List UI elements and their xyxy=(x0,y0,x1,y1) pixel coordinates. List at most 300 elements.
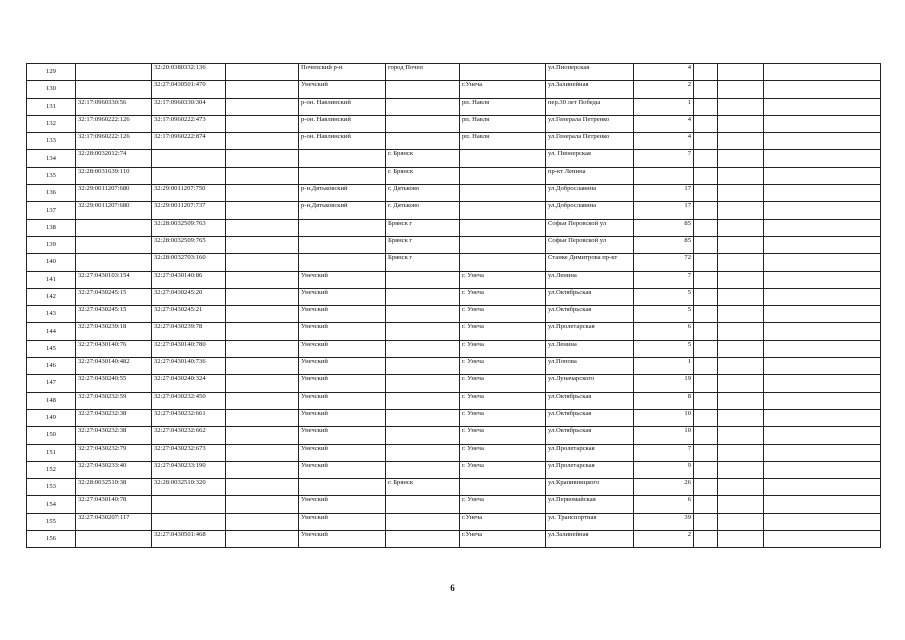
cell-empty xyxy=(226,98,299,115)
cell-cadastral-building: 32:27:0430232:661 xyxy=(152,409,226,426)
cell-extra-1 xyxy=(694,64,718,81)
cell-empty xyxy=(226,513,299,530)
cell-street: ул.Луначарского xyxy=(546,375,634,392)
cell-district xyxy=(299,150,386,167)
cell-cadastral-parcel xyxy=(76,254,152,271)
cell-extra-3 xyxy=(764,98,881,115)
cell-extra-1 xyxy=(694,150,718,167)
cell-extra-1 xyxy=(694,81,718,98)
cell-cadastral-building: 32:29:0011207:737 xyxy=(152,202,226,219)
cell-empty xyxy=(226,479,299,496)
cell-row-number: 154 xyxy=(27,496,76,513)
cell-cadastral-parcel: 32:29:0011207:680 xyxy=(76,185,152,202)
cell-extra-2 xyxy=(718,150,764,167)
cell-street: ул.Пролетарская xyxy=(546,323,634,340)
cell-city xyxy=(386,115,460,132)
cell-city xyxy=(386,98,460,115)
cell-cadastral-building: 32:29:0011207:750 xyxy=(152,185,226,202)
cell-extra-2 xyxy=(718,185,764,202)
cell-city xyxy=(386,427,460,444)
cell-extra-1 xyxy=(694,254,718,271)
table-row xyxy=(27,271,881,288)
cell-district: Унечский xyxy=(299,513,386,530)
cell-row-number: 138 xyxy=(27,219,76,236)
table-row xyxy=(27,167,881,184)
cell-cadastral-building: 32:27:0430501:470 xyxy=(152,81,226,98)
table-row xyxy=(27,288,881,305)
cell-locality: рп. Навля xyxy=(460,133,546,150)
cell-house-number: 4 xyxy=(634,64,694,81)
cell-street: ул.Пролетарская xyxy=(546,444,634,461)
cell-house-number: 1 xyxy=(634,98,694,115)
cell-district: Унечский xyxy=(299,375,386,392)
cell-cadastral-parcel: 32:28:0031639:110 xyxy=(76,167,152,184)
cell-locality xyxy=(460,167,546,184)
cell-row-number: 133 xyxy=(27,133,76,150)
cell-locality xyxy=(460,64,546,81)
cell-cadastral-building: 32:27:0430245:20 xyxy=(152,288,226,305)
cell-city xyxy=(386,531,460,548)
cell-row-number: 132 xyxy=(27,115,76,132)
cell-district: Унечский xyxy=(299,358,386,375)
cell-locality: г. Унеча xyxy=(460,427,546,444)
cell-street: ул.Генерала Петренко xyxy=(546,115,634,132)
cell-cadastral-parcel: 32:27:0430140:76 xyxy=(76,340,152,357)
cell-extra-2 xyxy=(718,409,764,426)
cell-empty xyxy=(226,271,299,288)
cell-row-number: 147 xyxy=(27,375,76,392)
table-row xyxy=(27,98,881,115)
cell-extra-1 xyxy=(694,323,718,340)
cell-cadastral-parcel: 32:27:0430233:40 xyxy=(76,461,152,478)
cell-house-number xyxy=(634,167,694,184)
cell-extra-1 xyxy=(694,375,718,392)
cell-extra-3 xyxy=(764,150,881,167)
cell-extra-1 xyxy=(694,392,718,409)
cell-empty xyxy=(226,64,299,81)
cell-street: ул.Ленина xyxy=(546,271,634,288)
cell-locality: г.Унеча xyxy=(460,531,546,548)
cell-city xyxy=(386,496,460,513)
cell-extra-3 xyxy=(764,513,881,530)
cell-extra-3 xyxy=(764,81,881,98)
cell-cadastral-parcel xyxy=(76,531,152,548)
table-row xyxy=(27,306,881,323)
cell-city: г. Дятьково xyxy=(386,185,460,202)
cell-cadastral-parcel: 32:27:0430239:18 xyxy=(76,323,152,340)
cell-street: ул.Октябрьская xyxy=(546,306,634,323)
cell-district: Унечский xyxy=(299,288,386,305)
cell-cadastral-building xyxy=(152,167,226,184)
cell-extra-1 xyxy=(694,115,718,132)
cell-street: ул.Первомайская xyxy=(546,496,634,513)
cell-locality xyxy=(460,236,546,253)
cell-extra-1 xyxy=(694,98,718,115)
cell-locality: г. Унеча xyxy=(460,496,546,513)
cell-empty xyxy=(226,340,299,357)
table-row xyxy=(27,323,881,340)
cell-cadastral-parcel xyxy=(76,81,152,98)
cell-row-number: 134 xyxy=(27,150,76,167)
cell-row-number: 141 xyxy=(27,271,76,288)
cell-row-number: 149 xyxy=(27,409,76,426)
cell-cadastral-building: 32:27:0430232:662 xyxy=(152,427,226,444)
cell-cadastral-building: 32:27:0430140:736 xyxy=(152,358,226,375)
cell-empty xyxy=(226,236,299,253)
cell-locality: г. Унеча xyxy=(460,444,546,461)
cell-extra-1 xyxy=(694,340,718,357)
cell-row-number: 143 xyxy=(27,306,76,323)
cell-street: ул.Октябрьская xyxy=(546,288,634,305)
cell-street: ул.Пионерская xyxy=(546,64,634,81)
cell-row-number: 152 xyxy=(27,461,76,478)
cell-extra-3 xyxy=(764,461,881,478)
cell-extra-2 xyxy=(718,392,764,409)
cell-street: ул.Доброславина xyxy=(546,202,634,219)
table-row xyxy=(27,219,881,236)
cell-empty xyxy=(226,461,299,478)
cell-cadastral-parcel xyxy=(76,219,152,236)
cell-extra-2 xyxy=(718,115,764,132)
cell-extra-1 xyxy=(694,496,718,513)
table-row xyxy=(27,409,881,426)
cell-district: р-он. Навлинский xyxy=(299,133,386,150)
cell-cadastral-parcel: 32:17:0960222:126 xyxy=(76,133,152,150)
cell-cadastral-parcel: 32:17:0960222:126 xyxy=(76,115,152,132)
table-row xyxy=(27,133,881,150)
cell-street: ул.Доброславина xyxy=(546,185,634,202)
table-row xyxy=(27,392,881,409)
cell-cadastral-building: 32:17:0960330:304 xyxy=(152,98,226,115)
cell-row-number: 139 xyxy=(27,236,76,253)
cell-street: ул.Крапивницкого xyxy=(546,479,634,496)
cell-extra-2 xyxy=(718,64,764,81)
cell-street: ул. Транспортная xyxy=(546,513,634,530)
cell-extra-3 xyxy=(764,531,881,548)
cell-extra-2 xyxy=(718,323,764,340)
cell-house-number: 5 xyxy=(634,288,694,305)
cell-locality: г. Унеча xyxy=(460,358,546,375)
cell-cadastral-building: 32:28:0032703:160 xyxy=(152,254,226,271)
cell-district: Почепский р-н xyxy=(299,64,386,81)
cell-extra-2 xyxy=(718,461,764,478)
cell-extra-1 xyxy=(694,236,718,253)
cell-extra-2 xyxy=(718,444,764,461)
cell-street: пер.30 лет Победы xyxy=(546,98,634,115)
cell-extra-3 xyxy=(764,444,881,461)
cell-house-number: 7 xyxy=(634,271,694,288)
cell-extra-2 xyxy=(718,133,764,150)
cell-extra-3 xyxy=(764,496,881,513)
table-row xyxy=(27,427,881,444)
cell-city: г. Брянск xyxy=(386,479,460,496)
cell-cadastral-parcel: 32:29:0011207:680 xyxy=(76,202,152,219)
cell-district: р-он. Навлинский xyxy=(299,115,386,132)
cell-cadastral-parcel: 32:27:0430140:78 xyxy=(76,496,152,513)
cell-locality xyxy=(460,254,546,271)
cell-cadastral-parcel: 32:17:0960330:56 xyxy=(76,98,152,115)
cell-empty xyxy=(226,254,299,271)
cell-city xyxy=(386,340,460,357)
cell-district: Унечский xyxy=(299,531,386,548)
cell-extra-2 xyxy=(718,202,764,219)
cell-cadastral-building: 32:17:0960222:874 xyxy=(152,133,226,150)
cell-empty xyxy=(226,288,299,305)
cell-district xyxy=(299,479,386,496)
cell-city xyxy=(386,461,460,478)
cell-extra-3 xyxy=(764,133,881,150)
cell-row-number: 150 xyxy=(27,427,76,444)
cell-street: ул.Залинейная xyxy=(546,81,634,98)
cell-house-number: 10 xyxy=(634,427,694,444)
table-row xyxy=(27,496,881,513)
cell-city xyxy=(386,444,460,461)
cell-locality: г. Унеча xyxy=(460,323,546,340)
cell-extra-1 xyxy=(694,185,718,202)
cell-cadastral-parcel: 32:27:0430103:154 xyxy=(76,271,152,288)
cell-empty xyxy=(226,167,299,184)
cell-cadastral-parcel: 32:28:0032012:74 xyxy=(76,150,152,167)
cell-cadastral-building: 32:28:0032509:765 xyxy=(152,236,226,253)
cell-extra-1 xyxy=(694,271,718,288)
table-body xyxy=(27,64,881,548)
cell-cadastral-parcel: 32:27:0430245:15 xyxy=(76,306,152,323)
cell-city: г. Дятьково xyxy=(386,202,460,219)
cell-cadastral-building: 32:28:0032509:763 xyxy=(152,219,226,236)
cell-cadastral-parcel: 32:27:0430232:38 xyxy=(76,409,152,426)
cell-street: ул.Залинейная xyxy=(546,531,634,548)
cell-street: пр-кт Ленина xyxy=(546,167,634,184)
cell-cadastral-parcel: 32:27:0430245:15 xyxy=(76,288,152,305)
cell-locality xyxy=(460,150,546,167)
cell-cadastral-parcel: 32:27:0430232:59 xyxy=(76,392,152,409)
cell-extra-1 xyxy=(694,202,718,219)
cell-street: ул.Октябрьская xyxy=(546,427,634,444)
cell-row-number: 148 xyxy=(27,392,76,409)
cell-extra-3 xyxy=(764,409,881,426)
cell-city xyxy=(386,288,460,305)
cell-city xyxy=(386,375,460,392)
cell-extra-3 xyxy=(764,288,881,305)
cell-locality: г. Унеча xyxy=(460,392,546,409)
cell-empty xyxy=(226,375,299,392)
cell-empty xyxy=(226,202,299,219)
cell-house-number: 72 xyxy=(634,254,694,271)
cell-extra-2 xyxy=(718,219,764,236)
cell-extra-1 xyxy=(694,358,718,375)
cell-locality xyxy=(460,185,546,202)
cell-extra-1 xyxy=(694,513,718,530)
cell-city xyxy=(386,409,460,426)
cell-row-number: 130 xyxy=(27,81,76,98)
cell-extra-2 xyxy=(718,375,764,392)
cell-cadastral-building: 32:27:0430140:780 xyxy=(152,340,226,357)
table-row xyxy=(27,479,881,496)
cell-row-number: 136 xyxy=(27,185,76,202)
cell-district: Унечский xyxy=(299,427,386,444)
cell-locality: рп. Навля xyxy=(460,115,546,132)
cell-district: Унечский xyxy=(299,496,386,513)
table-row xyxy=(27,81,881,98)
cell-cadastral-building: 32:27:0430501:468 xyxy=(152,531,226,548)
table-row xyxy=(27,461,881,478)
cell-cadastral-building xyxy=(152,496,226,513)
cell-extra-1 xyxy=(694,461,718,478)
cell-extra-2 xyxy=(718,358,764,375)
cell-row-number: 131 xyxy=(27,98,76,115)
cell-extra-1 xyxy=(694,409,718,426)
cell-empty xyxy=(226,150,299,167)
cell-extra-2 xyxy=(718,306,764,323)
cell-district: Унечский xyxy=(299,392,386,409)
cell-city xyxy=(386,306,460,323)
cell-extra-3 xyxy=(764,323,881,340)
table-row xyxy=(27,236,881,253)
cell-cadastral-parcel: 32:27:0430140:482 xyxy=(76,358,152,375)
cell-cadastral-building xyxy=(152,513,226,530)
cell-empty xyxy=(226,219,299,236)
cell-city: Брянск г xyxy=(386,219,460,236)
cell-extra-2 xyxy=(718,427,764,444)
cell-cadastral-parcel: 32:28:0032510:38 xyxy=(76,479,152,496)
cell-extra-2 xyxy=(718,271,764,288)
cell-city: г. Брянск xyxy=(386,167,460,184)
cell-locality xyxy=(460,479,546,496)
cell-locality: г.Унеча xyxy=(460,513,546,530)
cell-extra-1 xyxy=(694,479,718,496)
cell-empty xyxy=(226,185,299,202)
cell-house-number: 17 xyxy=(634,202,694,219)
cell-extra-3 xyxy=(764,219,881,236)
cell-extra-1 xyxy=(694,219,718,236)
cell-empty xyxy=(226,358,299,375)
cell-extra-2 xyxy=(718,288,764,305)
cell-empty xyxy=(226,444,299,461)
cell-cadastral-building: 32:17:0960222:473 xyxy=(152,115,226,132)
cell-house-number: 1 xyxy=(634,358,694,375)
cell-city: город Почеп xyxy=(386,64,460,81)
cell-row-number: 146 xyxy=(27,358,76,375)
cell-house-number: 6 xyxy=(634,323,694,340)
cell-locality xyxy=(460,202,546,219)
cell-city: Брянск г xyxy=(386,236,460,253)
cell-cadastral-building: 32:27:0430240:324 xyxy=(152,375,226,392)
cell-empty xyxy=(226,115,299,132)
cell-house-number: 5 xyxy=(634,340,694,357)
cell-house-number: 6 xyxy=(634,496,694,513)
cell-extra-3 xyxy=(764,375,881,392)
cell-district: Унечский xyxy=(299,444,386,461)
cell-row-number: 142 xyxy=(27,288,76,305)
cell-row-number: 140 xyxy=(27,254,76,271)
address-register-table xyxy=(26,63,881,548)
cell-cadastral-parcel: 32:27:0430232:38 xyxy=(76,427,152,444)
cell-extra-2 xyxy=(718,496,764,513)
cell-extra-2 xyxy=(718,254,764,271)
cell-house-number: 2 xyxy=(634,531,694,548)
cell-cadastral-building: 32:27:0430140:86 xyxy=(152,271,226,288)
cell-extra-3 xyxy=(764,392,881,409)
cell-city xyxy=(386,323,460,340)
cell-extra-1 xyxy=(694,133,718,150)
cell-row-number: 153 xyxy=(27,479,76,496)
cell-empty xyxy=(226,427,299,444)
cell-district: Унечский xyxy=(299,409,386,426)
cell-city xyxy=(386,513,460,530)
cell-cadastral-building: 32:28:0032510:320 xyxy=(152,479,226,496)
cell-locality: г. Унеча xyxy=(460,461,546,478)
cell-row-number: 156 xyxy=(27,531,76,548)
cell-extra-3 xyxy=(764,479,881,496)
cell-extra-2 xyxy=(718,81,764,98)
cell-house-number: 85 xyxy=(634,236,694,253)
cell-district: Унечский xyxy=(299,323,386,340)
cell-district xyxy=(299,236,386,253)
cell-street: ул.Октябрьская xyxy=(546,409,634,426)
cell-street: ул.Ленина xyxy=(546,340,634,357)
cell-extra-3 xyxy=(764,427,881,444)
cell-locality: г. Унеча xyxy=(460,340,546,357)
table-row xyxy=(27,64,881,81)
cell-cadastral-building: 32:27:0430233:190 xyxy=(152,461,226,478)
cell-extra-2 xyxy=(718,479,764,496)
cell-locality xyxy=(460,219,546,236)
cell-city: Брянск г xyxy=(386,254,460,271)
table-row xyxy=(27,375,881,392)
cell-house-number: 7 xyxy=(634,150,694,167)
cell-empty xyxy=(226,531,299,548)
table-row xyxy=(27,513,881,530)
cell-extra-3 xyxy=(764,254,881,271)
cell-cadastral-building: 32:27:0430232:673 xyxy=(152,444,226,461)
cell-extra-2 xyxy=(718,340,764,357)
cell-extra-1 xyxy=(694,306,718,323)
cell-locality: г. Унеча xyxy=(460,375,546,392)
cell-house-number: 39 xyxy=(634,513,694,530)
cell-cadastral-parcel: 32:27:0430240:55 xyxy=(76,375,152,392)
cell-district: Унечский xyxy=(299,340,386,357)
cell-cadastral-parcel: 32:27:0430232:79 xyxy=(76,444,152,461)
cell-row-number: 155 xyxy=(27,513,76,530)
table-row xyxy=(27,202,881,219)
cell-row-number: 145 xyxy=(27,340,76,357)
cell-extra-3 xyxy=(764,64,881,81)
cell-extra-2 xyxy=(718,167,764,184)
cell-cadastral-parcel xyxy=(76,64,152,81)
cell-district xyxy=(299,219,386,236)
cell-empty xyxy=(226,323,299,340)
cell-house-number: 4 xyxy=(634,115,694,132)
cell-row-number: 144 xyxy=(27,323,76,340)
cell-locality: г. Унеча xyxy=(460,288,546,305)
cell-house-number: 85 xyxy=(634,219,694,236)
cell-district: Унечский xyxy=(299,81,386,98)
cell-empty xyxy=(226,133,299,150)
cell-extra-3 xyxy=(764,271,881,288)
cell-extra-3 xyxy=(764,185,881,202)
cell-house-number: 7 xyxy=(634,444,694,461)
cell-empty xyxy=(226,496,299,513)
cell-extra-3 xyxy=(764,340,881,357)
cell-empty xyxy=(226,81,299,98)
table-row xyxy=(27,340,881,357)
cell-street: Софьи Перовской ул xyxy=(546,219,634,236)
cell-city xyxy=(386,133,460,150)
cell-extra-3 xyxy=(764,306,881,323)
cell-cadastral-building: 32:27:0430232:450 xyxy=(152,392,226,409)
cell-street: ул.Попова xyxy=(546,358,634,375)
cell-district: Унечский xyxy=(299,271,386,288)
